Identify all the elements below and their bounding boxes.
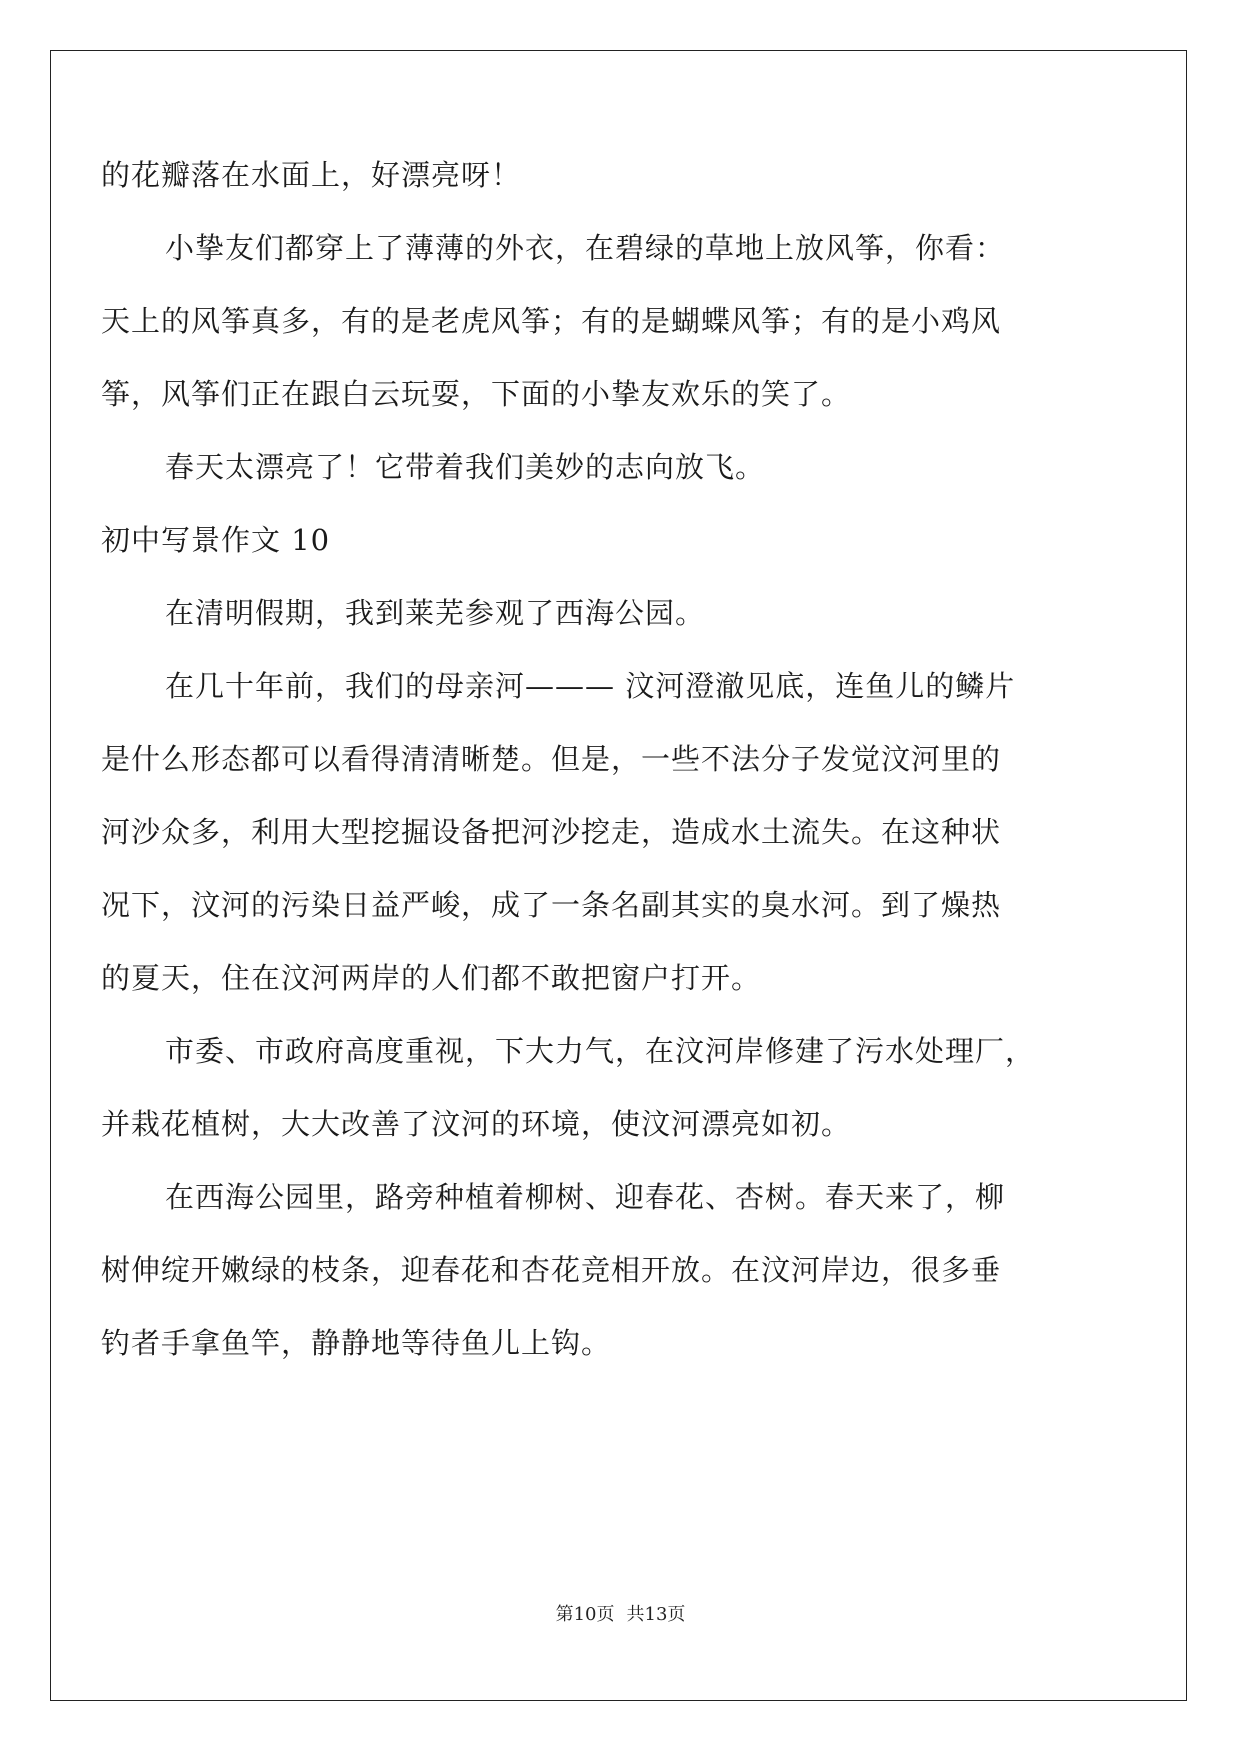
page-footer xyxy=(0,1603,1241,1627)
paragraph-start: 春天太漂亮了！它带着我们美妙的志向放飞。 xyxy=(165,450,766,484)
section-heading: 初中写景作文 10 xyxy=(101,523,331,557)
text-line: 天上的风筝真多，有的是老虎风筝；有的是蝴蝶风筝；有的是小鸡风 xyxy=(101,304,1002,338)
text-line: 筝，风筝们正在跟白云玩耍，下面的小挚友欢乐的笑了。 xyxy=(101,377,852,411)
text-line: 的花瓣落在水面上，好漂亮呀！ xyxy=(101,158,522,192)
paragraph-start: 小挚友们都穿上了薄薄的外衣，在碧绿的草地上放风筝，你看： xyxy=(165,231,1006,265)
text-line: 是什么形态都可以看得清清晰楚。但是，一些不法分子发觉汶河里的 xyxy=(101,742,1002,776)
paragraph-start: 在几十年前，我们的母亲河——— 汶河澄澈见底，连鱼儿的鳞片 xyxy=(165,669,1016,703)
text-line: 并栽花植树，大大改善了汶河的环境，使汶河漂亮如初。 xyxy=(101,1107,852,1141)
page-border xyxy=(50,50,1187,1701)
paragraph-start: 市委、市政府高度重视，下大力气，在汶河岸修建了污水处理厂， xyxy=(165,1034,1036,1068)
text-line: 树伸绽开嫩绿的枝条，迎春花和杏花竞相开放。在汶河岸边，很多垂 xyxy=(101,1253,1002,1287)
paragraph-start: 在西海公园里，路旁种植着柳树、迎春花、杏树。春天来了，柳 xyxy=(165,1180,1006,1214)
page-total: 共13页 xyxy=(626,1604,686,1625)
text-line: 钓者手拿鱼竿，静静地等待鱼儿上钩。 xyxy=(101,1326,612,1360)
text-line: 况下，汶河的污染日益严峻，成了一条名副其实的臭水河。到了燥热 xyxy=(101,888,1002,922)
text-line: 河沙众多，利用大型挖掘设备把河沙挖走，造成水土流失。在这种状 xyxy=(101,815,1002,849)
paragraph-start: 在清明假期，我到莱芜参观了西海公园。 xyxy=(165,596,706,630)
page-number: 第10页 xyxy=(555,1604,615,1625)
text-line: 的夏天，住在汶河两岸的人们都不敢把窗户打开。 xyxy=(101,961,762,995)
